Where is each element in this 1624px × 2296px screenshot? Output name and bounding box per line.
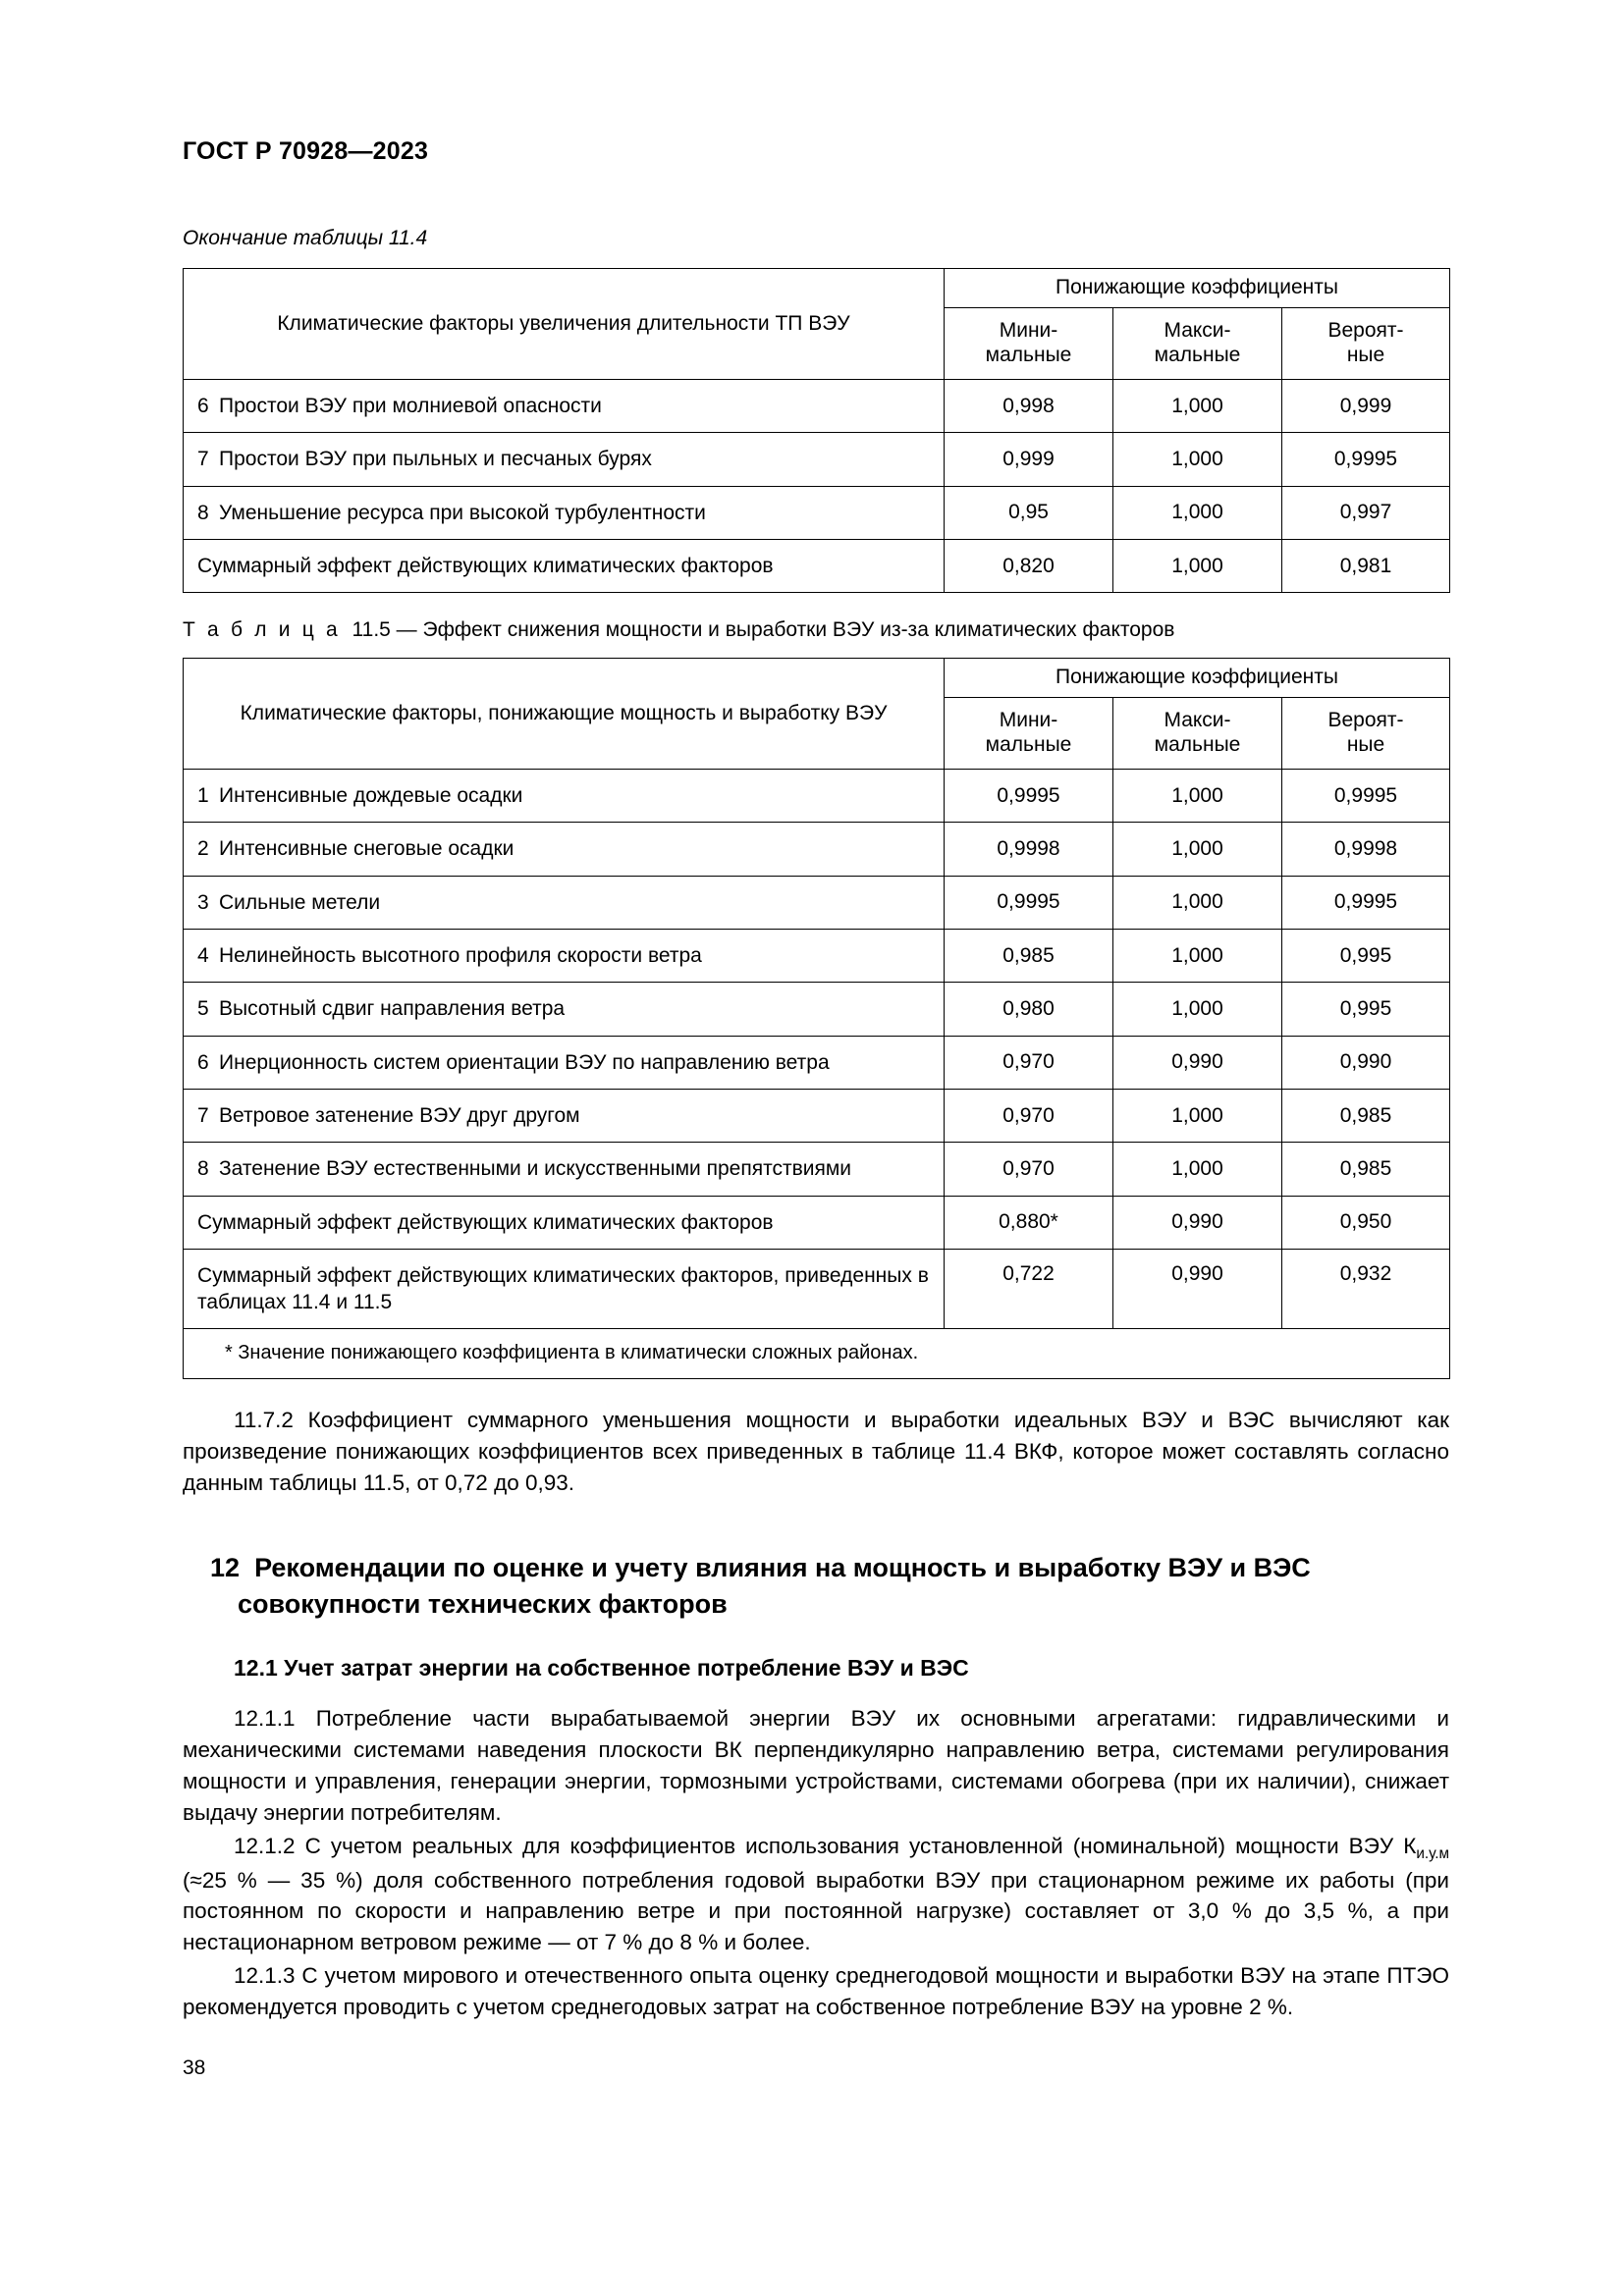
table-11-4-row-0-text: Простои ВЭУ при молниевой опасности: [219, 395, 602, 417]
table-11-5-row-2-prob: 0,9995: [1282, 876, 1450, 929]
table-11-5-col-max-line1: Макси-: [1164, 709, 1231, 732]
table-11-4-col-min-line2: мальные: [985, 343, 1072, 366]
table-11-4-col-max-line1: Макси-: [1164, 319, 1231, 343]
table-11-4-row-0-min: 0,998: [945, 380, 1113, 433]
table-11-5-row-2-text: Сильные метели: [219, 890, 381, 914]
table-11-5-row-7-index: 8: [197, 1157, 209, 1181]
table-11-4-row-0-prob: 0,999: [1282, 380, 1450, 433]
table-11-5-row-6-text: Ветровое затенение ВЭУ друг другом: [219, 1103, 580, 1127]
table-11-4-row-1-label: [184, 433, 945, 486]
table-11-5-row-0-index: 1: [197, 784, 209, 808]
table-11-5-factors-header: Климатические факторы, понижающие мощность и выработку ВЭУ: [184, 659, 945, 770]
table-11-5-col-max-line2: мальные: [1154, 732, 1241, 756]
table-11-4-header-row-1: [184, 269, 1450, 308]
table-11-5-caption-rest: 11.5 — Эффект снижения мощности и выработки ВЭУ из-за климатических факторов: [352, 618, 1175, 642]
table-row: [184, 1036, 1450, 1089]
table-11-4-row-2-min: 0,95: [945, 486, 1113, 539]
table-11-4-row-2-label: [184, 486, 945, 539]
table-11-4-row-3-text: Суммарный эффект действующих климатических факторов: [197, 554, 774, 577]
table-11-5-row-3-prob: 0,995: [1282, 930, 1450, 983]
table-11-5-col-prob-line1: Вероят-: [1327, 709, 1404, 732]
table-11-5-col-prob-line2: ные: [1346, 732, 1385, 756]
table-11-4-row-2-index: 8: [197, 501, 209, 524]
table-11-4-col-max: [1113, 307, 1282, 379]
table-11-5-row-5-max: 0,990: [1113, 1036, 1282, 1089]
section-12-title: Рекомендации по оценке и учету влияния на мощность и выработку ВЭУ и ВЭС совокупности технических факторов: [238, 1553, 1311, 1619]
table-11-5-row-4-min: 0,980: [945, 983, 1113, 1036]
table-11-5-row-1-prob: 0,9998: [1282, 823, 1450, 876]
table-row: [184, 983, 1450, 1036]
table-11-5-caption-word: Т а б л и ц а: [183, 618, 341, 642]
table-11-4-row-3-prob: 0,981: [1282, 539, 1450, 592]
table-11-5-footnote-row: [184, 1329, 1450, 1379]
table-11-5-row-1-index: 2: [197, 837, 209, 861]
table-11-5-row-9-prob: 0,932: [1282, 1249, 1450, 1329]
table-11-5-row-7-prob: 0,985: [1282, 1143, 1450, 1196]
table-11-5-row-0-label: [184, 770, 945, 823]
table-11-5-row-2-min: 0,9995: [945, 876, 1113, 929]
table-11-5-row-5-prob: 0,990: [1282, 1036, 1450, 1089]
table-11-5-row-8-prob: 0,950: [1282, 1196, 1450, 1249]
table-11-5-row-1-min: 0,9998: [945, 823, 1113, 876]
table-11-5-row-3-index: 4: [197, 944, 209, 968]
table-11-5-row-6-prob: 0,985: [1282, 1089, 1450, 1142]
table-row: [184, 380, 1450, 433]
section-12-1-heading: 12.1 Учет затрат энергии на собственное потребление ВЭУ и ВЭС: [234, 1655, 969, 1682]
table-11-5-col-prob: [1282, 697, 1450, 769]
page-content: [183, 137, 1449, 2023]
table-11-4-factors-header: Климатические факторы увеличения длительности ТП ВЭУ: [184, 269, 945, 380]
paragraph-12-1-2: [183, 1831, 1449, 1958]
table-11-5-row-8-text: Суммарный эффект действующих климатических факторов: [197, 1210, 774, 1234]
table-11-5-row-0-max: 1,000: [1113, 770, 1282, 823]
table-11-5-row-4-prob: 0,995: [1282, 983, 1450, 1036]
table-11-5-row-3-label: [184, 930, 945, 983]
table-11-5-row-7-max: 1,000: [1113, 1143, 1282, 1196]
table-11-5-row-5-index: 6: [197, 1050, 209, 1074]
paragraph-12-1-1: 12.1.1 Потребление части вырабатываемой энергии ВЭУ их основными агрегатами: гидравлическими и механическими системами наведения плоскости ВК перпендикулярно направлению ветра, системами регулирования мощности и управления, генерации энергии, тормозными устройствами, системами обогрева (при их наличии), снижает выдачу энергии потребителям.: [183, 1706, 1449, 1825]
table-11-5-row-2-index: 3: [197, 890, 209, 914]
table-11-5-row-7-min: 0,970: [945, 1143, 1113, 1196]
table-row: [184, 823, 1450, 876]
table-11-5-row-5-min: 0,970: [945, 1036, 1113, 1089]
table-11-4-row-3-label: [184, 539, 945, 592]
table-11-4-row-2-prob: 0,997: [1282, 486, 1450, 539]
table-11-5-footnote: * Значение понижающего коэффициента в климатически сложных районах.: [184, 1329, 1450, 1379]
table-11-5-col-min-line2: мальные: [985, 732, 1072, 756]
table-row: [184, 486, 1450, 539]
table-11-4-col-min: [945, 307, 1113, 379]
table-11-4-row-1-max: 1,000: [1113, 433, 1282, 486]
table-11-5-header-row-1: [184, 659, 1450, 698]
table-11-5-row-7-text: Затенение ВЭУ естественными и искусственными препятствиями: [219, 1157, 851, 1181]
paragraph-block-12-1: [183, 1703, 1449, 2023]
paragraph-12-1-2-part1: 12.1.2 С учетом реальных для коэффициентов использования установленной (номинальной) мощности ВЭУ К: [234, 1833, 1417, 1858]
table-11-5-row-1-max: 1,000: [1113, 823, 1282, 876]
table-11-5-row-0-prob: 0,9995: [1282, 770, 1450, 823]
table-11-5-row-8-max: 0,990: [1113, 1196, 1282, 1249]
table-11-5-row-4-max: 1,000: [1113, 983, 1282, 1036]
table-11-4-col-prob-line2: ные: [1346, 343, 1385, 366]
table-11-5-row-9-label: Суммарный эффект действующих климатических факторов, приведенных в таблицах 11.4 и 11.5: [184, 1249, 945, 1329]
table-11-4-col-prob: [1282, 307, 1450, 379]
table-11-5-col-min-line1: Мини-: [999, 709, 1058, 732]
table-11-5-row-4-text: Высотный сдвиг направления ветра: [219, 997, 566, 1021]
section-12-heading: [210, 1550, 1449, 1622]
paragraph-block-11-7: [183, 1405, 1449, 1499]
table-11-4-row-0-index: 6: [197, 395, 209, 417]
section-12-number: 12: [210, 1553, 241, 1583]
table-11-5-row-6-label: [184, 1089, 945, 1142]
table-11-5-row-1-label: [184, 823, 945, 876]
table-11-5-row-3-text: Нелинейность высотного профиля скорости ветра: [219, 944, 702, 968]
table-11-5-row-4-index: 5: [197, 997, 209, 1021]
table-11-5-col-max: [1113, 697, 1282, 769]
paragraph-11-7-2: 11.7.2 Коэффициент суммарного уменьшения мощности и выработки идеальных ВЭУ и ВЭС вычисляют как произведение понижающих коэффициентов всех приведенных в таблице 11.4 ВКФ, которое может составлять согласно данным таблицы 11.5, от 0,72 до 0,93.: [183, 1408, 1449, 1496]
table-11-4-row-0-max: 1,000: [1113, 380, 1282, 433]
table-11-4-group-header: Понижающие коэффициенты: [945, 269, 1450, 308]
table-11-5-row-5-text: Инерционность систем ориентации ВЭУ по направлению ветра: [219, 1050, 830, 1074]
table-11-5-row-8-min: 0,880*: [945, 1196, 1113, 1249]
paragraph-12-1-2-subscript: и.у.м: [1416, 1844, 1449, 1862]
table-row: [184, 1089, 1450, 1142]
table-row: [184, 1249, 1450, 1329]
table-11-5-row-5-label: [184, 1036, 945, 1089]
table-11-4-row-1-text: Простои ВЭУ при пыльных и песчаных бурях: [219, 448, 652, 471]
table-11-5-row-6-index: 7: [197, 1103, 209, 1127]
table-row: [184, 1143, 1450, 1196]
table-11-5-row-3-max: 1,000: [1113, 930, 1282, 983]
table-11-4-row-1-min: 0,999: [945, 433, 1113, 486]
table-11-4-col-prob-line1: Вероят-: [1327, 319, 1404, 343]
table-11-4-row-3-max: 1,000: [1113, 539, 1282, 592]
table-11-4-row-1-prob: 0,9995: [1282, 433, 1450, 486]
table-11-4-row-3-min: 0,820: [945, 539, 1113, 592]
table-row: [184, 1196, 1450, 1249]
table-11-4: [183, 268, 1450, 593]
page-number: 38: [183, 2056, 206, 2079]
table-11-4-caption: Окончание таблицы 11.4: [183, 227, 428, 249]
table-11-4-row-1-index: 7: [197, 448, 209, 471]
table-11-5-row-7-label: [184, 1143, 945, 1196]
table-11-5-row-8-label: [184, 1196, 945, 1249]
table-11-5-caption: [183, 618, 1449, 642]
table-row: [184, 876, 1450, 929]
table-11-5-row-2-label: [184, 876, 945, 929]
table-11-5-group-header: Понижающие коэффициенты: [945, 659, 1450, 698]
table-row: [184, 770, 1450, 823]
table-11-4-col-min-line1: Мини-: [999, 319, 1058, 343]
table-11-4-row-2-max: 1,000: [1113, 486, 1282, 539]
table-11-4-row-0-label: [184, 380, 945, 433]
table-11-5: [183, 658, 1450, 1379]
table-11-5-row-6-min: 0,970: [945, 1089, 1113, 1142]
table-11-5-col-min: [945, 697, 1113, 769]
table-11-4-row-2-text: Уменьшение ресурса при высокой турбулентности: [219, 501, 706, 524]
paragraph-12-1-2-part2: (≈25 % — 35 %) доля собственного потребления годовой выработки ВЭУ при стационарном режиме их работы (при постоянном по скорости и направлению ветре и при постоянной нагрузке) составляет от 3,0 % до 3,5 %, а при нестационарном ветровом режиме — от 7 % до 8 % и более.: [183, 1867, 1449, 1955]
table-11-5-row-9-max: 0,990: [1113, 1249, 1282, 1329]
table-row: [184, 539, 1450, 592]
table-11-5-row-0-min: 0,9995: [945, 770, 1113, 823]
table-11-5-row-2-max: 1,000: [1113, 876, 1282, 929]
table-11-5-row-1-text: Интенсивные снеговые осадки: [219, 837, 514, 861]
table-11-4-col-max-line2: мальные: [1154, 343, 1241, 366]
table-11-5-row-9-min: 0,722: [945, 1249, 1113, 1329]
paragraph-12-1-3: 12.1.3 С учетом мирового и отечественного опыта оценку среднегодовой мощности и выработки ВЭУ на этапе ПТЭО рекомендуется проводить с учетом среднегодовых затрат на собственное потребление ВЭУ на уровне 2 %.: [183, 1963, 1449, 2020]
table-11-5-row-3-min: 0,985: [945, 930, 1113, 983]
table-row: [184, 433, 1450, 486]
table-11-5-row-6-max: 1,000: [1113, 1089, 1282, 1142]
table-11-5-row-0-text: Интенсивные дождевые осадки: [219, 784, 523, 808]
table-row: [184, 930, 1450, 983]
table-11-5-row-4-label: [184, 983, 945, 1036]
document-standard-header: ГОСТ Р 70928—2023: [183, 137, 429, 165]
